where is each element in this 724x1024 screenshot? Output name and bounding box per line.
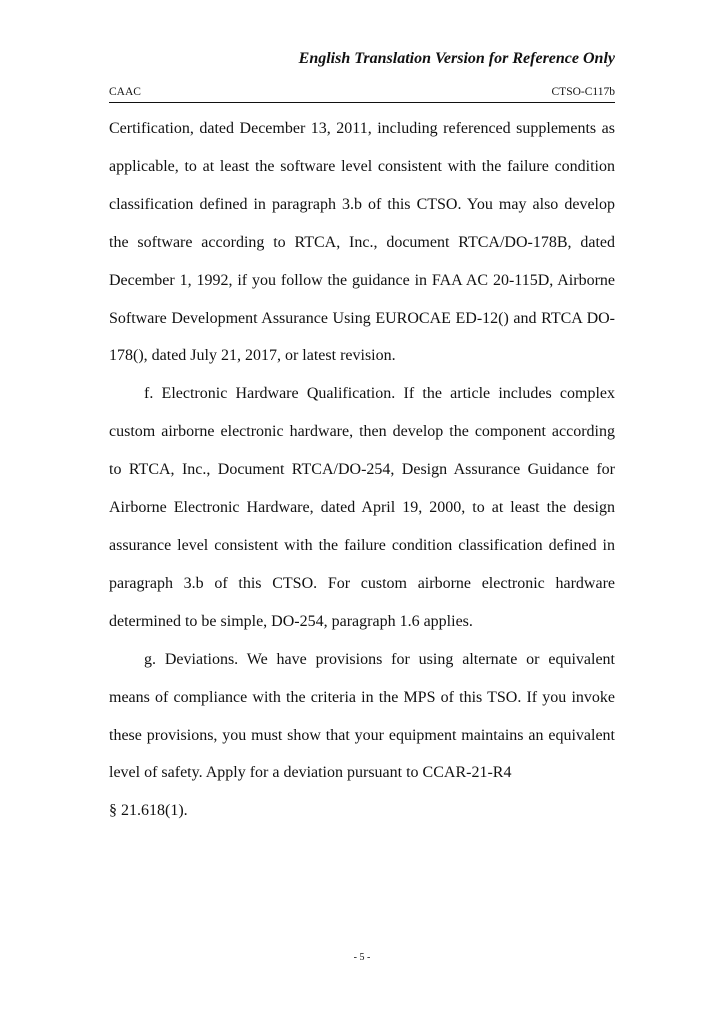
- document-body: [109, 110, 615, 830]
- header-doc-id: CTSO-C117b: [551, 86, 615, 98]
- translation-banner: English Translation Version for Reference Only: [298, 50, 615, 67]
- page-header: [109, 86, 615, 103]
- paragraph-section-reference: § 21.618(1).: [109, 802, 188, 820]
- header-org: CAAC: [109, 86, 141, 98]
- page-number: - 5 -: [353, 952, 371, 963]
- paragraph-deviations: g. Deviations. We have provisions for using alternate or equivalent means of compliance with the criteria in the MPS of this TSO. If you invoke these provisions, you must show that your equipment maintains an equivalent level of safety. Apply for a deviation pursuant to CCAR-21-R4: [109, 650, 615, 782]
- paragraph-electronic-hardware: f. Electronic Hardware Qualification. If the article includes complex custom airborne electronic hardware, then develop the component according to RTCA, Inc., Document RTCA/DO-254, Design Assurance Guidance for Airborne Electronic Hardware, dated April 19, 2000, to at least the design assurance level consistent with the failure condition classification defined in paragraph 3.b of this CTSO. For custom airborne electronic hardware determined to be simple, DO-254, paragraph 1.6 applies.: [109, 385, 615, 630]
- paragraph-continuation: Certification, dated December 13, 2011, including referenced supplements as applicable, to at least the software level consistent with the failure condition classification defined in paragraph 3.b of this CTSO. You may also develop the software according to RTCA, Inc., document RTCA/DO-178B, dated December 1, 1992, if you follow the guidance in FAA AC 20-115D, Airborne Software Development Assurance Using EUROCAE ED-12() and RTCA DO-178(), dated July 21, 2017, or latest revision.: [109, 120, 615, 365]
